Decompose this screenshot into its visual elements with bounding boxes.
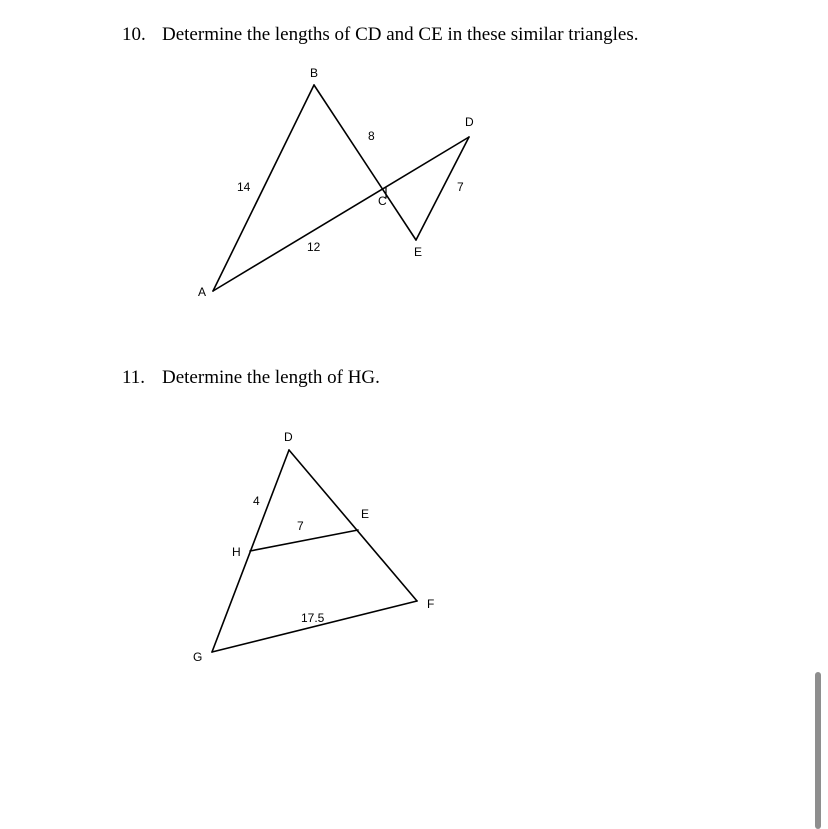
question-11-number: 11. — [122, 367, 146, 388]
point-label-D: D — [465, 115, 474, 129]
question-10-text: Determine the lengths of CD and CE in these similar triangles. — [162, 24, 639, 45]
question-11-text: Determine the length of HG. — [162, 367, 380, 388]
measure-GF: 17.5 — [301, 611, 325, 625]
measure-BC: 8 — [368, 129, 375, 143]
point-label-C: C — [378, 194, 387, 208]
segment-DF — [289, 450, 417, 601]
scrollbar-thumb[interactable] — [815, 672, 821, 829]
measure-AB: 14 — [237, 180, 251, 194]
measure-HE: 7 — [297, 519, 304, 533]
point-label-D: D — [284, 430, 293, 444]
point-label-E: E — [361, 507, 370, 521]
segment-GF — [212, 601, 417, 652]
point-label-H: H — [232, 545, 241, 559]
measure-DH: 4 — [253, 494, 260, 508]
measure-DE: 7 — [457, 180, 464, 194]
segment-HE — [250, 530, 358, 551]
point-label-F: F — [427, 597, 435, 611]
question-10-number: 10. — [122, 24, 146, 45]
measure-AC: 12 — [307, 240, 321, 254]
point-label-G: G — [193, 650, 203, 664]
point-label-E: E — [414, 245, 423, 259]
point-label-B: B — [310, 66, 319, 80]
point-label-A: A — [198, 285, 207, 299]
